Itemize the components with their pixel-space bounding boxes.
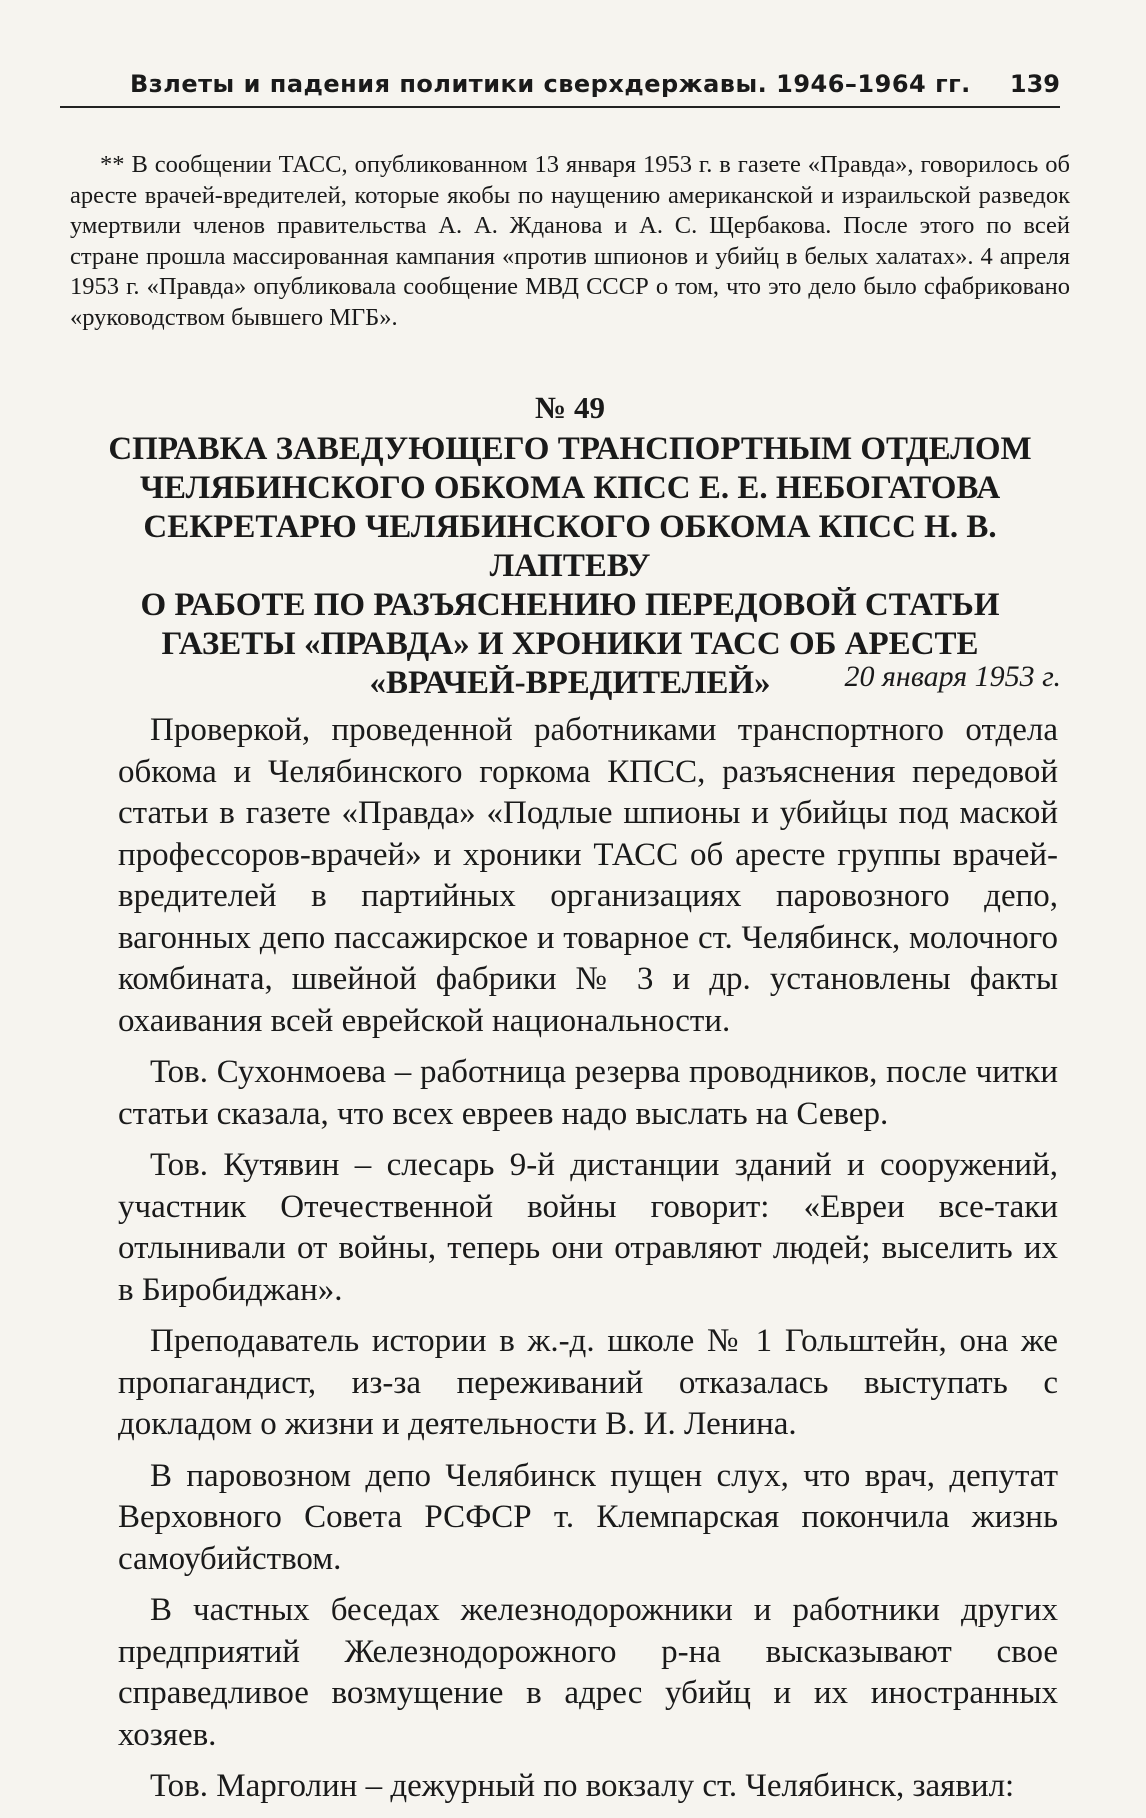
document-title-line: СЕКРЕТАРЮ ЧЕЛЯБИНСКОГО ОБКОМА КПСС Н. В. ЛАПТЕВУ [143,509,997,584]
body-paragraph: Тов. Кутявин – слесарь 9-й дистанции зданий и сооружений, участник Отечественной войны говорит: «Евреи все-таки отлынивали от войны, теперь они отравляют людей; выселить их в Биробиджан». [118,1147,1058,1308]
document-title-line: ЧЕЛЯБИНСКОГО ОБКОМА КПСС Е. Е. НЕБОГАТОВА [139,470,1001,506]
running-title: Взлеты и падения политики сверхдержавы. 1946–1964 гг. [130,70,971,98]
page-number: 139 [1009,70,1060,98]
footnote-text: ** В сообщении ТАСС, опубликованном 13 января 1953 г. в газете «Правда», говорилось об аресте врачей-вредителей, которые якобы по наущению американской и израильской разведок умертвили членов правительства А. А. Жданова и А. С. Щербакова. После этого по всей стране прошла массированная кампания «против шпионов и убийц в белых халатах». 4 апреля 1953 г. «Правда» опубликовала сообщение МВД СССР о том, что это дело было сфабриковано «руководством бывшего МГБ». [70,151,1070,331]
body-paragraph: Тов. Сухонмоева – работница резерва проводников, после читки статьи сказала, что всех евреев надо выслать на Север. [118,1054,1058,1132]
document-title-line: СПРАВКА ЗАВЕДУЮЩЕГО ТРАНСПОРТНЫМ ОТДЕЛОМ [108,431,1032,467]
body-paragraph: В паровозном депо Челябинск пущен слух, что врач, депутат Верховного Совета РСФСР т. Клемпарская покончила жизнь самоубийством. [118,1457,1058,1577]
document-title-line: О РАБОТЕ ПО РАЗЪЯСНЕНИЮ ПЕРЕДОВОЙ СТАТЬИ [140,587,1000,623]
running-head [60,64,1060,108]
document-title-line: «ВРАЧЕЙ-ВРЕДИТЕЛЕЙ» [369,665,771,701]
body-paragraph: Преподаватель истории в ж.-д. школе № 1 Гольштейн, она же пропагандист, из-за переживаний отказалась выступать с докладом о жизни и деятельности В. И. Ленина. [118,1323,1058,1442]
document-title-line: ГАЗЕТЫ «ПРАВДА» И ХРОНИКИ ТАСС ОБ АРЕСТЕ [161,626,979,662]
body-paragraph: Проверкой, проведенной работниками транспортного отдела обкома и Челябинского горкома КПСС, разъяснения передовой статьи в газете «Правда» «Подлые шпионы и убийцы под маской профессоров-врачей» и хроники ТАСС об аресте группы врачей-вредителей в партийных организациях паровозного депо, вагонных депо пассажирское и товарное ст. Челябинск, молочного комбината, швейной фабрики № 3 и др. установлены факты охаивания всей еврейской национальности. [118,712,1058,1039]
body-paragraph: В частных беседах железнодорожники и работники других предприятий Железнодорожного р-на высказывают свое справедливое возмущение в адрес убийц и их иностранных хозяев. [118,1592,1058,1753]
document-date: 20 января 1953 г. [844,660,1061,693]
body-text [118,710,1058,1818]
document-number: № 49 [535,390,605,425]
body-paragraph: Тов. Марголин – дежурный по вокзалу ст. Челябинск, заявил: [150,1768,1015,1804]
footnote [70,150,1070,333]
